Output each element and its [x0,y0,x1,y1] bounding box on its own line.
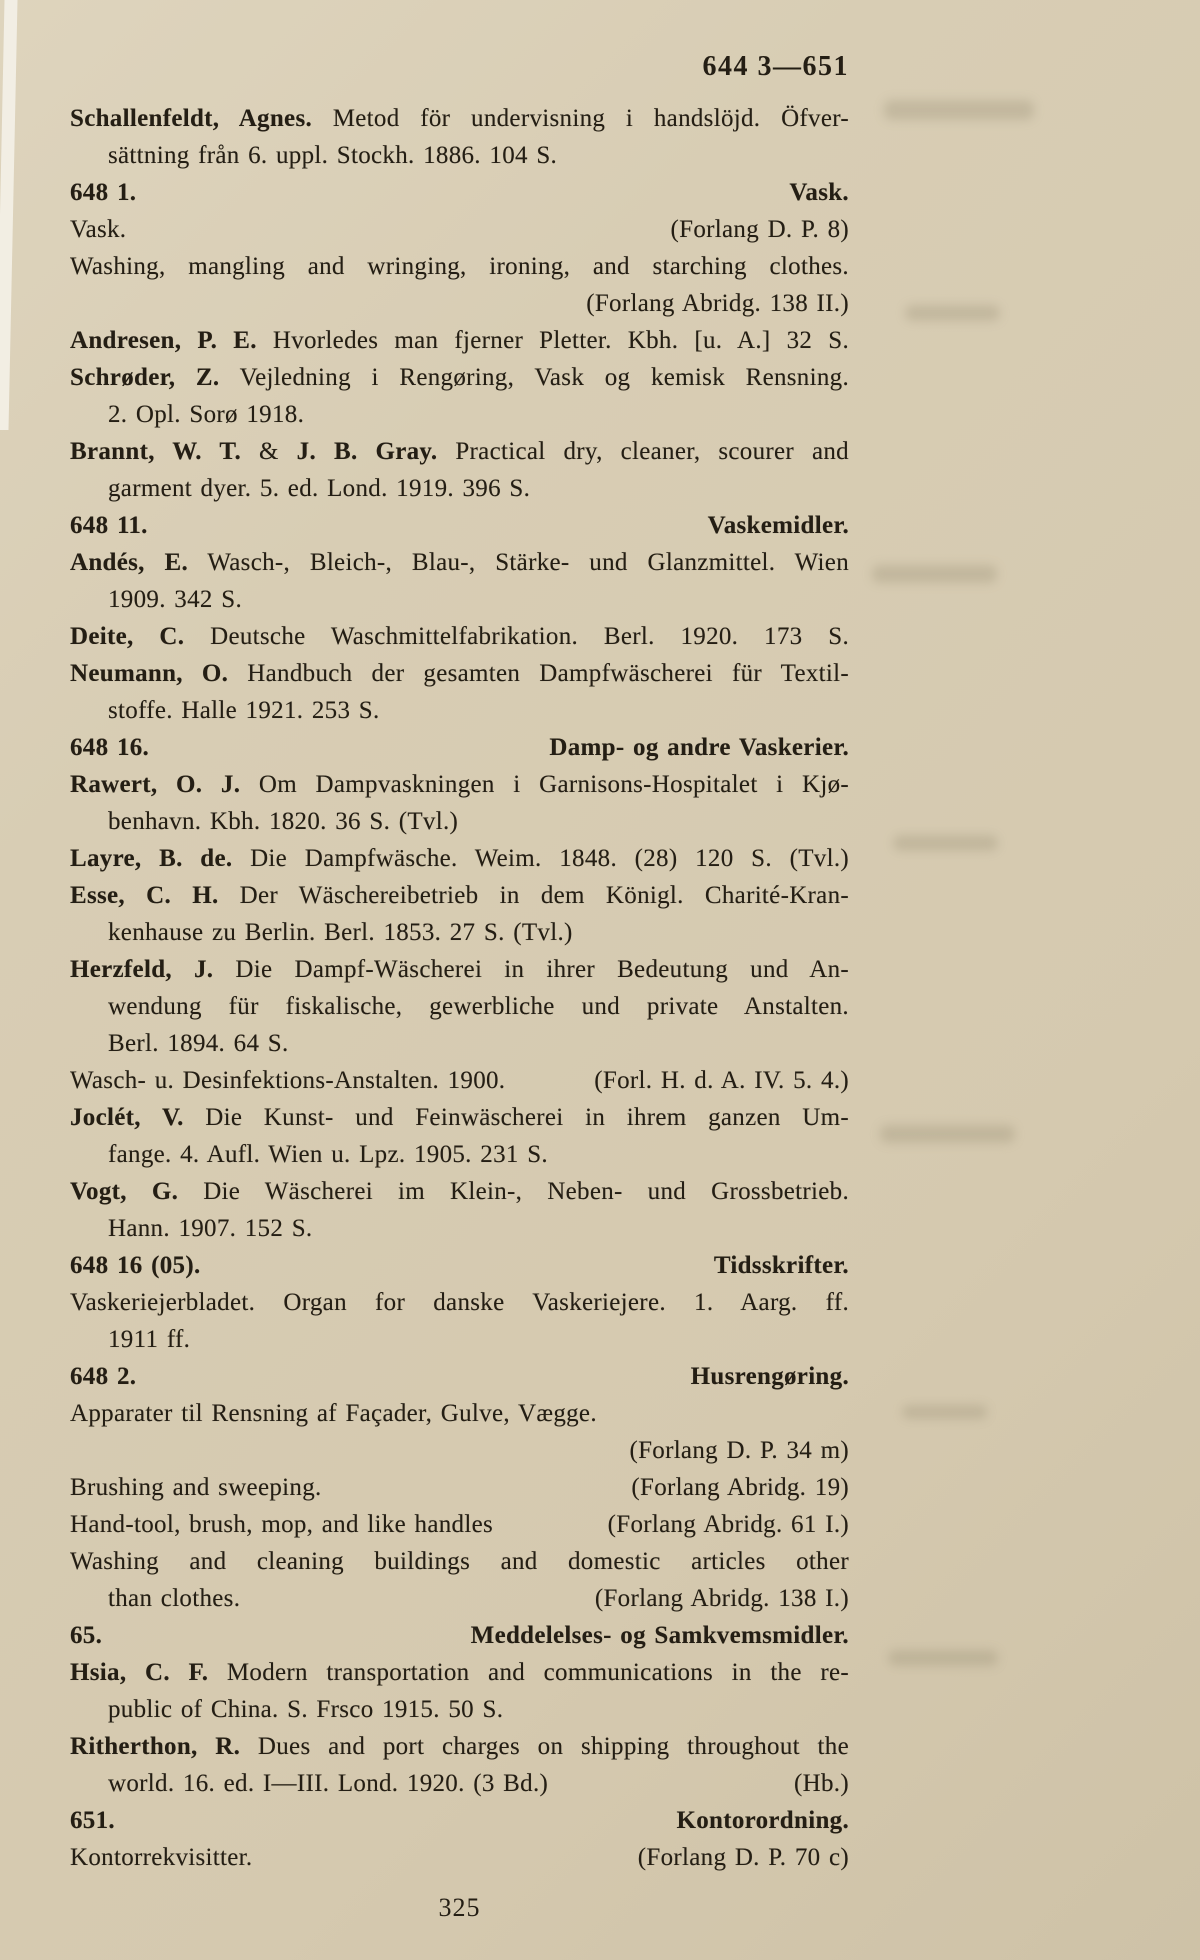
text-line [70,433,849,470]
entry-lead: Herzfeld, J. [70,956,214,983]
entry-left [70,507,148,544]
text-line [70,1839,849,1876]
entry-text: Kontorrekvisitter. [70,1844,253,1871]
page-content [70,50,849,1876]
entry-lead: Esse, C. H. [70,882,219,909]
entry-lead: 65. [70,1622,103,1649]
entry-reference: (Forlang D. P. 8) [670,216,849,243]
entry-text: Die Wäscherei im Klein-, Neben- und Grossbetrieb. [178,1178,849,1205]
text-line [70,655,849,692]
entry-text: 2. Opl. Sorø 1918. [108,401,305,428]
entry-reference: Kontorordning. [676,1807,849,1834]
entry-lead: Rawert, O. J. [70,771,241,798]
entry-left [70,1839,252,1876]
text-line [70,618,849,655]
text-line [70,174,849,211]
entry-lead: Layre, B. de. [70,845,233,872]
entry-lead: Schrøder, Z. [70,364,220,391]
text-line [70,396,849,433]
text-line [70,285,849,322]
entry-text: Handbuch der gesamten Dampfwäscherei für Textil- [228,660,849,687]
entry-text: garment dyer. 5. ed. Lond. 1919. 396 S. [108,475,531,502]
entry-reference: Tidsskrifter. [713,1252,849,1279]
text-line [70,1654,849,1691]
entry-text: Vaskeriejerbladet. Organ for danske Vaskeriejere. 1. Aarg. ff. [70,1289,849,1316]
entry-text: Hand-tool, brush, mop, and like handles [70,1511,494,1538]
text-line [70,1728,849,1765]
entry-text: wendung für fiskalische, gewerbliche und private Anstalten. [108,993,849,1020]
entry-text: 1909. 342 S. [108,586,243,613]
entry-reference: (Forlang D. P. 70 c) [637,1844,849,1871]
entry-text: kenhause zu Berlin. Berl. 1853. 27 S. (Tvl.) [108,919,573,946]
entry-lead: 651. [70,1807,115,1834]
entry-lead: 648 16. [70,734,150,761]
entry-text: Berl. 1894. 64 S. [108,1030,289,1057]
entry-lead: Andresen, P. E. [70,327,257,354]
bleedthrough-artifact [884,100,1034,120]
entry-left [70,1506,493,1543]
text-line [70,803,849,840]
bleedthrough-artifact [905,305,1000,321]
entry-left [70,1062,505,1099]
text-line [70,507,849,544]
entry-text: 1911 ff. [108,1326,191,1353]
entry-left [70,1247,201,1284]
text-block [70,100,849,1876]
entry-text: Washing and cleaning buildings and domestic articles other [70,1548,849,1575]
text-line [70,988,849,1025]
text-line [70,1136,849,1173]
text-line [70,1247,849,1284]
entry-lead: Brannt, W. T. [70,438,241,465]
text-line [70,211,849,248]
entry-text: fange. 4. Aufl. Wien u. Lpz. 1905. 231 S. [108,1141,548,1168]
text-line [70,766,849,803]
entry-lead: Joclét, V. [70,1104,184,1131]
entry-reference: (Hb.) [794,1770,849,1797]
entry-text: Dues and port charges on shipping throughout the [240,1733,849,1760]
bleedthrough-artifact [888,1650,998,1666]
entry-text: Hvorledes man fjerner Pletter. Kbh. [u. A.] 32 S. [256,327,849,354]
entry-lead: Neumann, O. [70,660,229,687]
entry-left [70,1469,322,1506]
text-line [70,1543,849,1580]
text-line [70,1099,849,1136]
entry-lead: Hsia, C. F. [70,1659,209,1686]
text-line [70,840,849,877]
entry-text: & [241,438,297,465]
entry-text: Vejledning i Rengøring, Vask og kemisk Rensning. [219,364,849,391]
text-line [70,1580,849,1617]
entry-text: benhavn. Kbh. 1820. 36 S. (Tvl.) [108,808,459,835]
entry-reference: (Forlang Abridg. 138 I.) [594,1585,849,1612]
entry-text: Vask. [70,216,127,243]
text-line [70,322,849,359]
entry-text: sättning från 6. uppl. Stockh. 1886. 104 S. [108,142,558,169]
page-number: 325 [438,1893,481,1922]
entry-text: Die Dampfwäsche. Weim. 1848. (28) 120 S. (Tvl.) [232,845,849,872]
entry-reference: Damp- og andre Vaskerier. [549,734,849,761]
entry-text: Om Dampvaskningen i Garnisons-Hospitalet i Kjø- [240,771,849,798]
entry-reference: (Forlang Abridg. 19) [631,1474,849,1501]
entry-text: than clothes. [108,1585,241,1612]
entry-left [108,1580,240,1617]
text-line [70,1210,849,1247]
entry-text: Washing, mangling and wringing, ironing, and starching clothes. [70,253,849,280]
text-line [70,1173,849,1210]
text-line [70,470,849,507]
entry-lead: Andés, E. [70,549,189,576]
entry-left [70,174,136,211]
entry-text: Modern transportation and communications in the re- [208,1659,849,1686]
entry-text: Die Kunst- und Feinwäscherei in ihrem ganzen Um- [183,1104,849,1131]
text-line [70,1358,849,1395]
entry-lead: 648 1. [70,179,137,206]
entry-text: public of China. S. Frsco 1915. 50 S. [108,1696,504,1723]
entry-lead: 648 11. [70,512,148,539]
entry-text: stoffe. Halle 1921. 253 S. [108,697,380,724]
entry-text: Deutsche Waschmittelfabrikation. Berl. 1920. 173 S. [184,623,849,650]
text-line [70,248,849,285]
text-line [70,1765,849,1802]
text-line [70,137,849,174]
text-line [70,1691,849,1728]
entry-reference: (Forlang Abridg. 138 II.) [586,290,849,317]
entry-left [70,1802,115,1839]
entry-lead: 648 16 (05). [70,1252,201,1279]
entry-text: Brushing and sweeping. [70,1474,322,1501]
text-line [70,1284,849,1321]
page-header-classmark: 644 3—651 [702,51,849,82]
text-line [70,1062,849,1099]
text-line [70,359,849,396]
entry-lead: Ritherthon, R. [70,1733,241,1760]
text-line [70,692,849,729]
text-line [70,1802,849,1839]
entry-lead: Deite, C. [70,623,185,650]
entry-text: Wasch-, Bleich-, Blau-, Stärke- und Glanzmittel. Wien [188,549,849,576]
entry-text: Die Dampf-Wäscherei in ihrer Bedeutung und An- [213,956,849,983]
entry-text: Hann. 1907. 152 S. [108,1215,313,1242]
entry-left [70,211,126,248]
text-line [70,544,849,581]
text-line [70,914,849,951]
text-line [70,100,849,137]
bleedthrough-artifact [880,1125,1015,1143]
entry-text: Metod för undervisning i handslöjd. Öfver- [312,105,849,132]
entry-reference: (Forlang D. P. 34 m) [629,1437,849,1464]
scan-edge-artifact [0,0,18,430]
entry-reference: Husrengøring. [690,1363,849,1390]
bleedthrough-artifact [872,565,997,583]
text-line [70,951,849,988]
text-line [70,1025,849,1062]
text-line [70,581,849,618]
entry-left [70,1358,136,1395]
bleedthrough-artifact [902,1405,987,1419]
entry-left [70,1617,102,1654]
entry-text: world. 16. ed. I—III. Lond. 1920. (3 Bd.) [108,1770,549,1797]
entry-text: Wasch- u. Desinfektions-Anstalten. 1900. [70,1067,506,1094]
bleedthrough-artifact [893,835,998,851]
entry-lead: J. B. Gray. [296,438,438,465]
text-line [70,1469,849,1506]
text-line [70,1321,849,1358]
entry-lead: Schallenfeldt, Agnes. [70,105,313,132]
entry-text: Apparater til Rensning af Façader, Gulve, Vægge. [70,1400,597,1427]
entry-lead: Vogt, G. [70,1178,179,1205]
text-line [70,1432,849,1469]
text-line [70,729,849,766]
entry-text: Practical dry, cleaner, scourer and [437,438,849,465]
entry-reference: Vask. [789,179,849,206]
entry-left [70,729,149,766]
text-line [70,877,849,914]
text-line [70,1395,849,1432]
entry-reference: Vaskemidler. [707,512,849,539]
entry-lead: 648 2. [70,1363,137,1390]
entry-text: Der Wäschereibetrieb in dem Königl. Charité-Kran- [218,882,849,909]
text-line [70,1506,849,1543]
entry-left [108,1765,548,1802]
entry-reference: (Forl. H. d. A. IV. 5. 4.) [594,1067,849,1094]
entry-reference: (Forlang Abridg. 61 I.) [607,1511,849,1538]
text-line [70,1617,849,1654]
entry-reference: Meddelelses- og Samkvemsmidler. [470,1622,849,1649]
